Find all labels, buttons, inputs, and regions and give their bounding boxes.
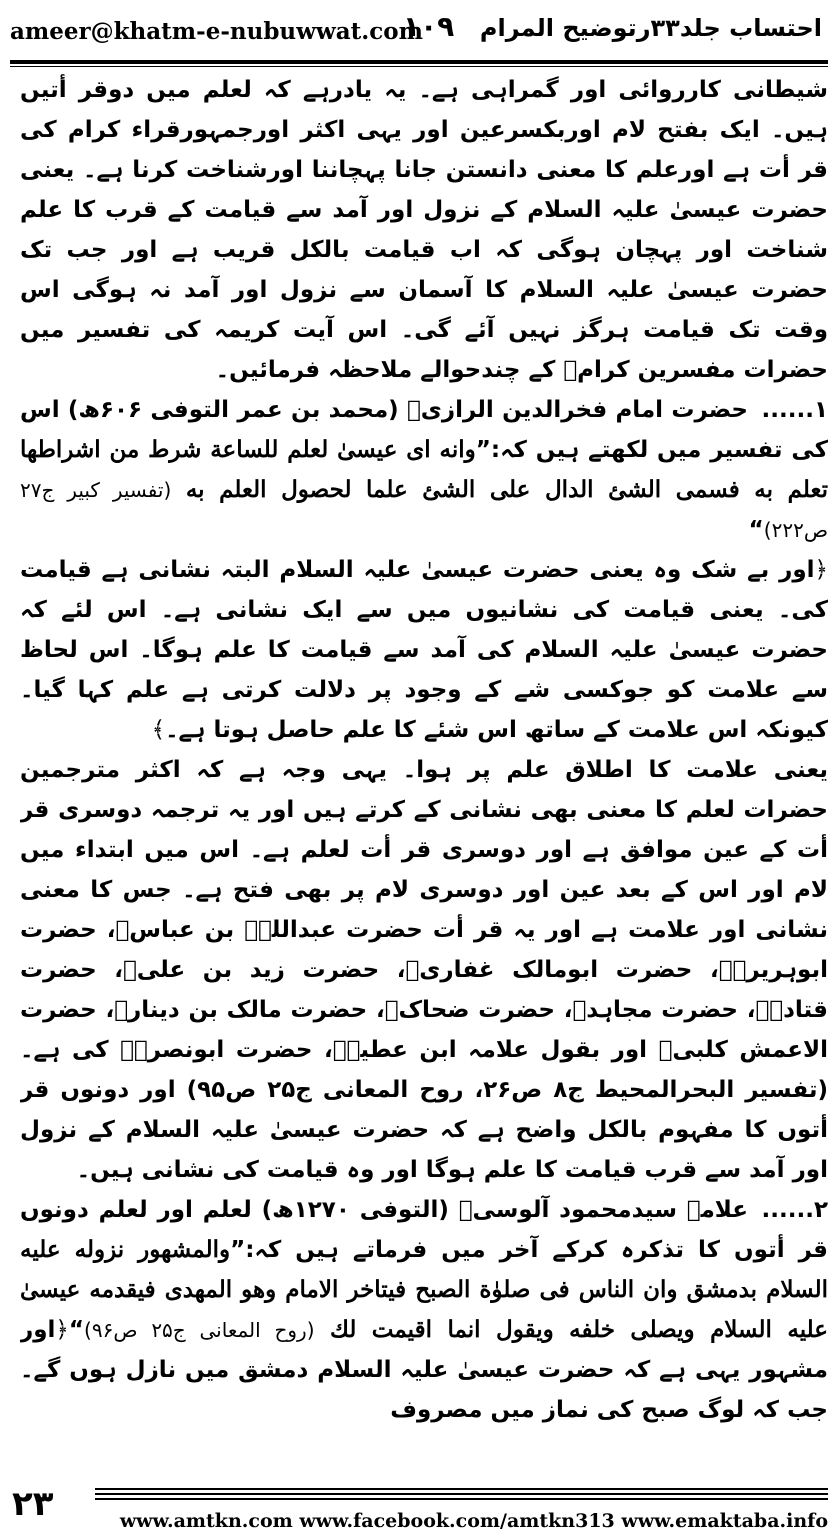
- page-body: [20, 70, 828, 1475]
- citation-razi: [20, 390, 828, 550]
- page-footer: [0, 1484, 840, 1540]
- item-number-2: ۲......: [761, 1197, 828, 1223]
- alusi-intro: علامہ سیدمحمود آلوسیؒ (التوفی ۱۲۷۰ھ) لعلم اور لعلم دونوں قر أتوں کا تذکرہ کرکے آخر میں فرماتے ہیں کہ:”: [20, 1197, 828, 1263]
- item-number-1: ۱......: [761, 397, 828, 423]
- razi-reference: (تفسیر کبیر ج۲۷ ص۲۲۲): [20, 478, 828, 542]
- header-page-number: ۱۰۹: [403, 10, 455, 43]
- alusi-arabic-quote: والمشهور نزوله علیه السلام بدمشق وان الناس فی صلوٰة الصبح فیتاخر الامام وهو المهدی فیقدمه عیسیٰ علیه السلام ویصلی خلفه ویقول انما اقیمت لك: [20, 1236, 828, 1343]
- footer-page-number: ۲۳: [12, 1484, 54, 1524]
- header-rule-thin: [10, 66, 828, 67]
- ornament-open-bracket: ﴿: [814, 557, 828, 583]
- header-book-title: احتساب جلد۳۳رتوضیح المرام: [479, 14, 822, 42]
- alusi-reference: (روح المعانی ج۲۵ ص۹۶): [84, 1318, 315, 1342]
- ornament-close-bracket: ﴾: [151, 717, 166, 743]
- header-email: ameer@khatm-e-nubuwwat.com: [10, 18, 423, 45]
- alusi-quote-close: “: [68, 1317, 85, 1343]
- razi-intro: حضرت امام فخرالدین الرازیؒ (محمد بن عمر التوفی ۶۰۶ھ) اس کی تفسیر میں لکھتے ہیں کہ:”: [20, 397, 828, 463]
- footer-rules: [95, 1488, 828, 1506]
- razi-arabic-quote: وانه ای عیسیٰ لعلم للساعة شرط من اشراطها تعلم به فسمی الشئ الدال علی الشئ علما لحصول العلم به: [20, 436, 828, 503]
- razi-translation-text: اور بے شک وہ یعنی حضرت عیسیٰ علیہ السلام البتہ نشانی ہے قیامت کی۔ یعنی قیامت کی نشانیوں میں سے ایک نشانی ہے۔ اس لئے کہ حضرت عیسیٰ علیہ السلام کی آمد سے قیامت کا علم ہوگا۔ اس لحاظ سے علامت کو جوکسی شے کے وجود پر دلالت کرتی ہے علم کہا گیا۔ کیونکہ اس علامت کے ساتھ اس شئے کا علم حاصل ہوتا ہے۔: [20, 557, 828, 743]
- paragraph-qiraat: یعنی علامت کا اطلاق علم پر ہوا۔ یہی وجہ ہے کہ اکثر مترجمین حضرات لعلم کا معنی بھی نشانی کے کرتے ہیں اور یہ ترجمہ دوسری قر أت کے عین موافق ہے اور دوسری قر أت لعلم ہے۔ اس میں ابتداء میں لام اور اس کے بعد عین اور دوسری لام پر بھی فتح ہے۔ جس کا معنی نشانی اور علامت ہے اور یہ قر أت حضرت عبداللہؓ بن عباسؓ، حضرت ابوہریرہؓ، حضرت ابومالک غفاریؒ، حضرت زید بن علیؒ، حضرت قتادہؒ، حضرت مجاہدؒ، حضرت ضحاکؒ، حضرت مالک بن دینارؒ، حضرت الاعمش کلبیؒ اور بقول علامہ ابن عطیہؒ، حضرت ابونصرہؒ کی ہے۔ (تفسیر البحرالمحیط ج۸ ص۲۶، روح المعانی ج۲۵ ص۹۵) اور دونوں قر أتوں کا مفہوم بالکل واضح ہے کہ حضرت عیسیٰ علیہ السلام کے نزول اور آمد سے قرب قیامت کا علم ہوگا اور وہ قیامت کی نشانی ہیں۔: [20, 757, 828, 1183]
- ornament-open-bracket-2: ﴿: [55, 1317, 69, 1343]
- citation-alusi: [20, 1190, 828, 1430]
- razi-quote-close: “: [748, 517, 764, 543]
- footer-links: www.amtkn.com www.facebook.com/amtkn313 www.emaktaba.info: [119, 1510, 828, 1532]
- header-rule-thick: [10, 60, 828, 64]
- alusi-translation-text: اور مشہور یہی ہے کہ حضرت عیسیٰ علیہ السلام دمشق میں نازل ہوں گے۔ جب کہ لوگ صبح کی نماز میں مصروف: [20, 1317, 828, 1423]
- paragraph-intro: شیطانی کارروائی اور گمراہی ہے۔ یہ یادرہے کہ لعلم میں دوقر أتیں ہیں۔ ایک بفتح لام اوربکسرعین اور یہی اکثر اورجمہورقراء کرام کی قر أت ہے اورعلم کا معنی دانستن جانا پہچاننا اورشناخت کرنا ہے۔ یعنی حضرت عیسیٰ علیہ السلام کے نزول اور آمد سے قیامت کے قرب کا علم شناخت اور پہچان ہوگی کہ اب قیامت بالکل قریب ہے اور جب تک حضرت عیسیٰ علیہ السلام کا آسمان سے نزول اور آمد نہ ہوگی اس وقت تک قیامت ہرگز نہیں آئے گی۔ اس آیت کریمہ کی تفسیر میں حضرات مفسرین کرامؒ کے چندحوالے ملاحظہ فرمائیں۔: [20, 77, 828, 383]
- page-header: [0, 0, 840, 62]
- razi-translation: [20, 550, 828, 750]
